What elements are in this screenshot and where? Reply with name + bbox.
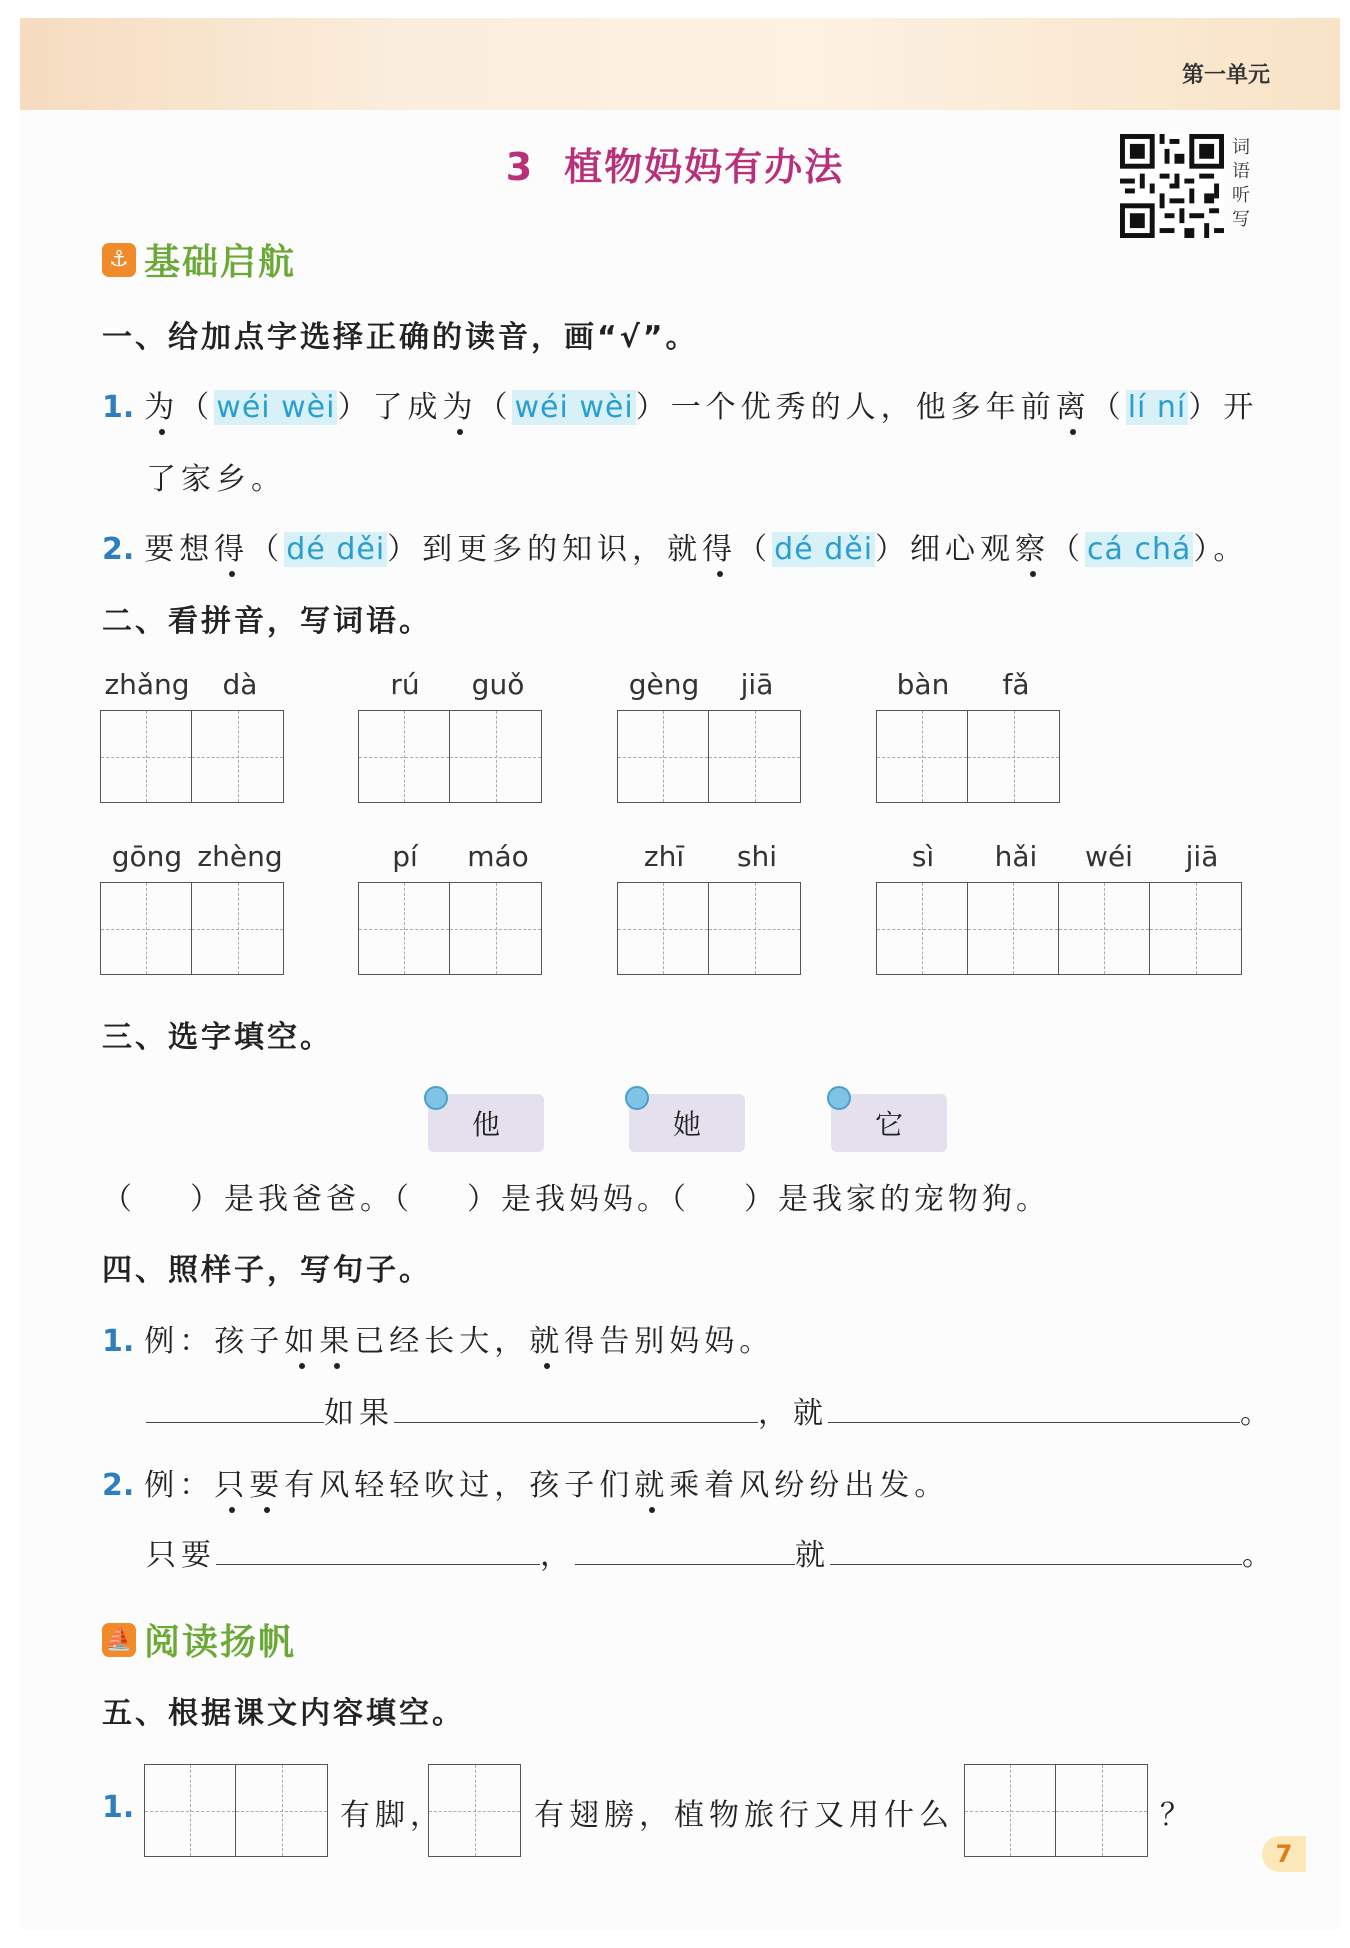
- writing-cell[interactable]: [101, 711, 192, 802]
- word-grid: zhǎng dà: [100, 668, 286, 808]
- answer-line[interactable]: [828, 1396, 1240, 1423]
- answer-line[interactable]: [830, 1538, 1242, 1565]
- choice-card[interactable]: 她: [629, 1094, 745, 1152]
- pinyin-choice[interactable]: lí ní: [1127, 390, 1187, 425]
- pin-icon: [424, 1086, 448, 1110]
- qr-label: 词语听写: [1232, 137, 1250, 230]
- word-grid: rú guǒ: [358, 668, 544, 808]
- answer-grid: [144, 1764, 328, 1857]
- q1-item1: 1. 为（wéi wèi）了成为（wéi wèi）一个优秀的人，他多年前离（lí ní）开: [102, 390, 1259, 425]
- q4-item1-example: 1. 例：孩子如果已经长大，就得告别妈妈。: [102, 1324, 775, 1359]
- top-banner: [20, 18, 1340, 110]
- pinyin-choice[interactable]: dé děi: [286, 532, 386, 567]
- writing-cell[interactable]: [709, 711, 800, 802]
- lesson-number: 3: [505, 145, 535, 189]
- pinyin-choice[interactable]: wéi wèi: [216, 390, 336, 425]
- answer-grid: [964, 1764, 1148, 1857]
- answer-grid: [428, 1764, 521, 1857]
- section-basic-label: 基础启航: [144, 242, 297, 283]
- word-grid: zhī shi: [617, 840, 803, 980]
- writing-cell[interactable]: [429, 1765, 520, 1856]
- q3-title: 三、选字填空。: [102, 1020, 333, 1055]
- writing-cell[interactable]: [618, 883, 709, 974]
- q1-title: 一、给加点字选择正确的读音，画“√”。: [102, 320, 699, 355]
- section-basic: [102, 234, 296, 285]
- section-reading: [102, 1614, 296, 1665]
- q5-title: 五、根据课文内容填空。: [102, 1696, 465, 1731]
- pinyin-choice[interactable]: dé děi: [774, 532, 874, 567]
- writing-cell[interactable]: [968, 883, 1059, 974]
- choice-card[interactable]: 它: [831, 1094, 947, 1152]
- writing-cell[interactable]: [968, 711, 1059, 802]
- writing-cell[interactable]: [359, 711, 450, 802]
- pin-icon: [827, 1086, 851, 1110]
- section-reading-label: 阅读扬帆: [144, 1622, 297, 1663]
- writing-cell[interactable]: [965, 1765, 1056, 1856]
- sailboat-icon: ⛵: [102, 1623, 136, 1657]
- word-grid: pí máo: [358, 840, 544, 980]
- word-grid: bàn fǎ: [876, 668, 1062, 808]
- qr-code-icon[interactable]: [1120, 134, 1224, 238]
- q1-item1-cont: 了家乡。: [146, 462, 286, 497]
- q4-item2-example: 2. 例：只要有风轻轻吹过，孩子们就乘着风纷纷出发。: [102, 1468, 950, 1503]
- q5-item1-num: 1.: [102, 1790, 135, 1825]
- writing-cell[interactable]: [359, 883, 450, 974]
- word-grid: sì hǎi wéi jiā: [876, 840, 1248, 980]
- writing-cell[interactable]: [450, 883, 541, 974]
- q4-item1-answer: 如果 ，就 。: [146, 1388, 1275, 1432]
- anchor-icon: ⚓: [102, 243, 136, 277]
- pinyin-choice[interactable]: wéi wèi: [514, 390, 634, 425]
- answer-line[interactable]: [216, 1538, 540, 1565]
- choice-card[interactable]: 他: [428, 1094, 544, 1152]
- q5-item1-text2: 有翅膀，植物旅行又用什么: [534, 1798, 954, 1833]
- q5-item1-text3: ？: [1160, 1798, 1195, 1833]
- pinyin-choice[interactable]: cá chá: [1087, 532, 1192, 567]
- lesson-title: 植物妈妈有办法: [564, 145, 845, 189]
- writing-cell[interactable]: [709, 883, 800, 974]
- word-grid: gōng zhèng: [100, 840, 286, 980]
- writing-cell[interactable]: [192, 883, 283, 974]
- writing-cell[interactable]: [618, 711, 709, 802]
- q4-item2-answer: 只要 ， 就 。: [146, 1538, 1277, 1573]
- page-number: 7: [1262, 1836, 1306, 1872]
- unit-label: 第一单元: [1181, 63, 1270, 88]
- writing-cell[interactable]: [101, 883, 192, 974]
- q2-title: 二、看拼音，写词语。: [102, 604, 432, 639]
- answer-line[interactable]: [575, 1538, 795, 1565]
- writing-cell[interactable]: [877, 711, 968, 802]
- answer-line[interactable]: [146, 1396, 324, 1423]
- answer-line[interactable]: [394, 1396, 758, 1423]
- q5-item1-text1: 有脚，: [340, 1798, 445, 1833]
- writing-cell[interactable]: [450, 711, 541, 802]
- q1-item2: 2. 要想得（dé děi）到更多的知识，就得（dé děi）细心观察（cá chá）。: [102, 532, 1249, 567]
- writing-cell[interactable]: [877, 883, 968, 974]
- q4-title: 四、照样子，写句子。: [102, 1253, 432, 1288]
- q3-sentence: （ ）是我爸爸。（ ）是我妈妈。（ ）是我家的宠物狗。: [102, 1182, 1050, 1217]
- writing-cell[interactable]: [1059, 883, 1150, 974]
- writing-cell[interactable]: [192, 711, 283, 802]
- writing-cell[interactable]: [1150, 883, 1241, 974]
- pin-icon: [625, 1086, 649, 1110]
- writing-cell[interactable]: [1056, 1765, 1147, 1856]
- writing-cell[interactable]: [145, 1765, 236, 1856]
- word-grid: gèng jiā: [617, 668, 803, 808]
- writing-cell[interactable]: [236, 1765, 327, 1856]
